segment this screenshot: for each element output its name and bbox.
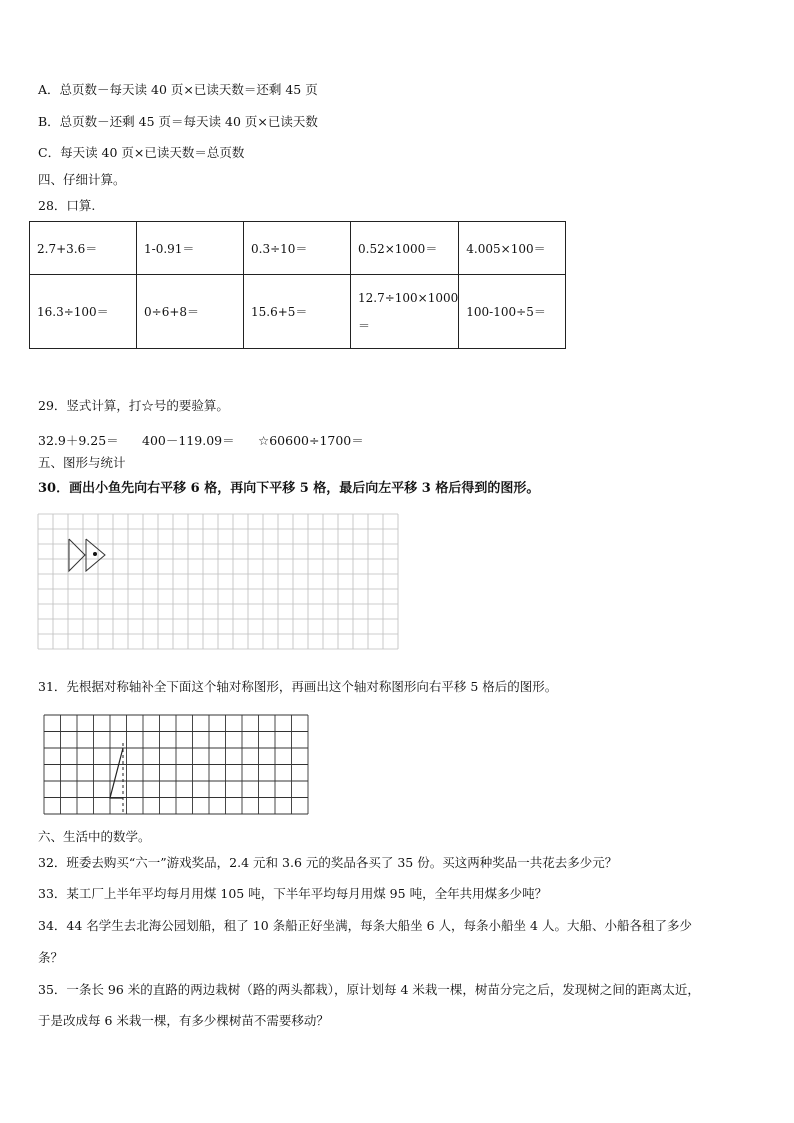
table-cell: 1-0.91＝ — [137, 222, 244, 275]
table-cell — [351, 275, 459, 349]
table-cell: 4.005×100＝ — [459, 222, 566, 275]
table-cell: 0.52×1000＝ — [351, 222, 459, 275]
q29-title: 29．竖式计算，打☆号的要验算。 — [38, 398, 229, 413]
q34-text-line1: 34．44 名学生去北海公园划船，租了 10 条船正好坐满，每条大船坐 6 人，每条小船坐 4 人。大船、小船各租了多少 — [38, 918, 692, 933]
q29-eq-3: ☆60600÷1700＝ — [258, 433, 364, 448]
section-5-heading: 五、图形与统计 — [38, 455, 126, 470]
q31-text: 31．先根据对称轴补全下面这个轴对称图形，再画出这个轴对称图形向右平移 5 格后的图形。 — [38, 679, 558, 694]
q29-eq-1: 32.9＋9.25＝ — [38, 433, 119, 448]
cell-line: ＝ — [358, 318, 371, 333]
half-figure — [110, 748, 123, 798]
q30-text: 30．画出小鱼先向右平移 6 格，再向下平移 5 格，最后向左平移 3 格后得到的图形。 — [38, 481, 540, 496]
fish-eye — [93, 552, 97, 556]
q28-title: 28．口算. — [38, 198, 96, 213]
table-cell: 15.6+5＝ — [244, 275, 351, 349]
q34-text-line2: 条？ — [38, 950, 64, 965]
table-row — [30, 222, 566, 275]
option-b: B．总页数－还剩 45 页＝每天读 40 页×已读天数 — [38, 114, 318, 129]
fish-grid — [38, 514, 398, 662]
q35-text-line2: 于是改成每 6 米栽一棵，有多少棵树苗不需要移动？ — [38, 1013, 329, 1028]
q35-text-line1: 35．一条长 96 米的直路的两边栽树（路的两头都栽），原计划每 4 米栽一棵，树苗分完之后，发现树之间的距离太近， — [38, 982, 700, 997]
table-cell: 100-100÷5＝ — [459, 275, 566, 349]
option-c: C．每天读 40 页×已读天数＝总页数 — [38, 145, 245, 160]
table-cell: 0.3÷10＝ — [244, 222, 351, 275]
symmetry-grid — [44, 715, 312, 815]
q29-eq-2: 400－119.09＝ — [142, 433, 235, 448]
q32-text: 32．班委去购买“六一”游戏奖品，2.4 元和 3.6 元的奖品各买了 35 份。买这两种奖品一共花去多少元？ — [38, 855, 618, 870]
mental-math-table — [29, 221, 566, 349]
table-row — [30, 275, 566, 349]
table-cell: 0÷6+8＝ — [137, 275, 244, 349]
table-cell: 16.3÷100＝ — [30, 275, 137, 349]
q33-text: 33．某工厂上半年平均每月用煤 105 吨，下半年平均每月用煤 95 吨，全年共用煤多少吨？ — [38, 886, 548, 901]
section-4-heading: 四、仔细计算。 — [38, 172, 126, 187]
section-6-heading: 六、生活中的数学。 — [38, 829, 151, 844]
cell-line: 12.7÷100×1000 — [358, 290, 459, 305]
table-cell: 2.7+3.6＝ — [30, 222, 137, 275]
option-a: A．总页数－每天读 40 页×已读天数＝还剩 45 页 — [38, 82, 318, 97]
